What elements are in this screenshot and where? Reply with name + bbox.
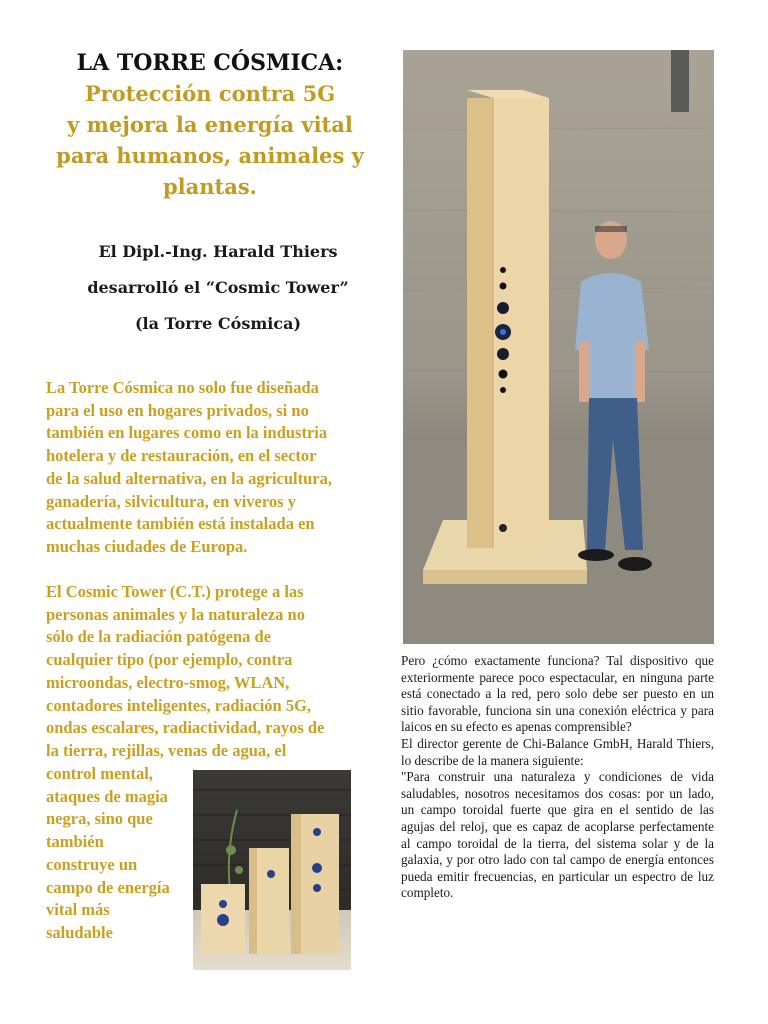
subtitle-line: para humanos, animales y	[56, 143, 364, 168]
page-subtitle	[40, 78, 380, 202]
text-line: sólo de la radiación patógena de	[46, 627, 272, 647]
protection-paragraph	[46, 581, 376, 763]
protection-paragraph-continued	[46, 763, 196, 945]
text-line: microondas, electro-smog, WLAN,	[46, 672, 290, 692]
text-line: de la salud alternativa, en la agricultura,	[46, 468, 332, 488]
text-line: vital más	[46, 900, 110, 920]
text-line: ataques de magia	[46, 786, 168, 806]
text-line: hotelera y de restauración, en el sector	[46, 446, 317, 466]
subtitle-line: plantas.	[163, 174, 257, 199]
text-line: saludable	[46, 922, 113, 942]
explanation-paragraph: Pero ¿cómo exactamente funciona? Tal dispositivo que exteriormente parece poco espectacular, en ninguna parte está conectado a la red, pero solo debe ser puesto en un sitio favorable, funciona sin una conexión eléctrica y para laicos en su efecto es apenas comprensible?	[401, 653, 714, 735]
cosmic-tower-photo	[403, 50, 714, 644]
text-line: ondas escalares, radiactividad, rayos de	[46, 718, 325, 738]
subtitle-line: Protección contra 5G	[84, 81, 336, 106]
explanation-paragraph: El director gerente de Chi-Balance GmbH, Harald Thiers, lo describe de la manera siguiente:	[401, 735, 714, 768]
subtitle-line: y mejora la energía vital	[67, 112, 353, 137]
author-line: desarrolló el “Cosmic Tower”	[87, 278, 349, 297]
page-title: LA TORRE CÓSMICA:	[76, 50, 344, 76]
title-block	[40, 48, 380, 202]
text-line: también	[46, 832, 104, 852]
text-line: cualquier tipo (por ejemplo, contra	[46, 650, 293, 670]
text-line: actualmente también está instalada en	[46, 514, 315, 534]
text-line: control mental,	[46, 764, 153, 783]
author-line: El Dipl.-Ing. Harald Thiers	[98, 242, 338, 261]
explanation-column	[401, 653, 714, 902]
author-credit	[40, 234, 396, 342]
text-line: también en lugares como en la industria	[46, 423, 328, 443]
text-line: ganadería, silvicultura, en viveros y	[46, 491, 296, 511]
text-line: personas animales y la naturaleza no	[46, 604, 305, 624]
text-line: la tierra, rejillas, venas de agua, el	[46, 740, 287, 760]
text-line: muchas ciudades de Europa.	[46, 536, 248, 556]
explanation-paragraph: "Para construir una naturaleza y condiciones de vida saludables, nosotros necesitamos dos cosas: por un lado, un campo toroidal fuerte que gira en el sentido de las agujas del reloj, que es capaz de acoplarse perfectamente al campo toroidal de la tierra, del sistema solar y de la galaxia, y por otro lado con tal campo de energía entonces pueda emitir frecuencias, en particular un espectro de luz completo.	[401, 769, 714, 901]
cosmic-towers-small-photo	[193, 770, 351, 970]
small-towers-illustration	[193, 770, 351, 970]
text-line: La Torre Cósmica no solo fue diseñada	[46, 378, 319, 397]
text-line: construye un	[46, 854, 138, 874]
intro-paragraph	[46, 377, 376, 559]
text-line: contadores inteligentes, radiación 5G,	[46, 695, 312, 715]
text-line: El Cosmic Tower (C.T.) protege a las	[46, 582, 304, 601]
text-line: para el uso en hogares privados, si no	[46, 400, 309, 420]
author-line: (la Torre Cósmica)	[134, 314, 302, 333]
cosmic-tower-illustration	[403, 50, 714, 644]
text-line: negra, sino que	[46, 809, 153, 829]
text-line: campo de energía	[46, 877, 170, 897]
